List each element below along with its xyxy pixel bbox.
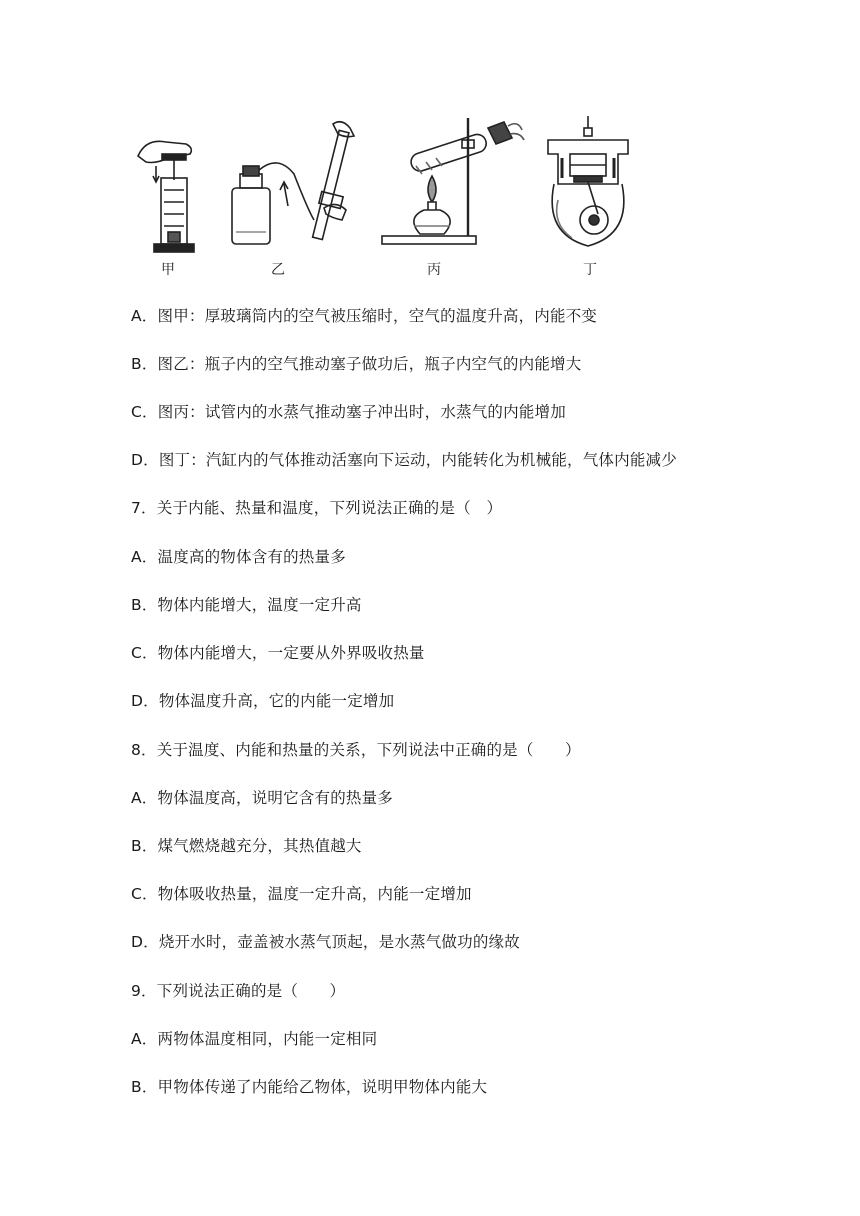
option-line: A．图甲：厚玻璃筒内的空气被压缩时，空气的温度升高，内能不变 [131,307,598,325]
figure-ding-engine-cylinder [548,116,628,246]
figure-label-bing: 丙 [427,262,441,278]
option-line: D．烧开水时，壶盖被水蒸气顶起，是水蒸气做功的缘故 [131,933,520,951]
option-line: B．物体内能增大，温度一定升高 [131,596,362,614]
option-line: C．物体吸收热量，温度一定升高，内能一定增加 [131,885,472,903]
question-8: 8．关于温度、内能和热量的关系，下列说法中正确的是（ ） [131,741,581,759]
figure-label-jia: 甲 [161,262,175,278]
option-line: D．物体温度升高，它的内能一定增加 [131,692,395,710]
experiment-figure [128,114,648,284]
experiment-illustration [128,114,648,284]
figure-bing-test-tube-lamp [382,118,524,244]
option-line: B．图乙：瓶子内的空气推动塞子做功后，瓶子内空气的内能增大 [131,355,582,373]
option-line: C．图丙：试管内的水蒸气推动塞子冲出时，水蒸气的内能增加 [131,403,566,421]
figure-label-yi: 乙 [271,262,285,278]
option-line: B．煤气燃烧越充分，其热值越大 [131,837,362,855]
figure-label-ding: 丁 [583,262,597,278]
option-line: A．物体温度高，说明它含有的热量多 [131,789,394,807]
figure-yi-bottle-pump [232,122,354,244]
option-line: C．物体内能增大，一定要从外界吸收热量 [131,644,425,662]
option-line: B．甲物体传递了内能给乙物体，说明甲物体内能大 [131,1078,488,1096]
option-line: D．图丁：汽缸内的气体推动活塞向下运动，内能转化为机械能，气体内能减少 [131,451,677,469]
option-line: A．两物体温度相同，内能一定相同 [131,1030,378,1048]
option-line: A．温度高的物体含有的热量多 [131,548,346,566]
question-7: 7．关于内能、热量和温度，下列说法正确的是（ ） [131,499,503,517]
figure-jia-compression-cylinder [138,141,194,252]
question-9: 9．下列说法正确的是（ ） [131,982,346,1000]
